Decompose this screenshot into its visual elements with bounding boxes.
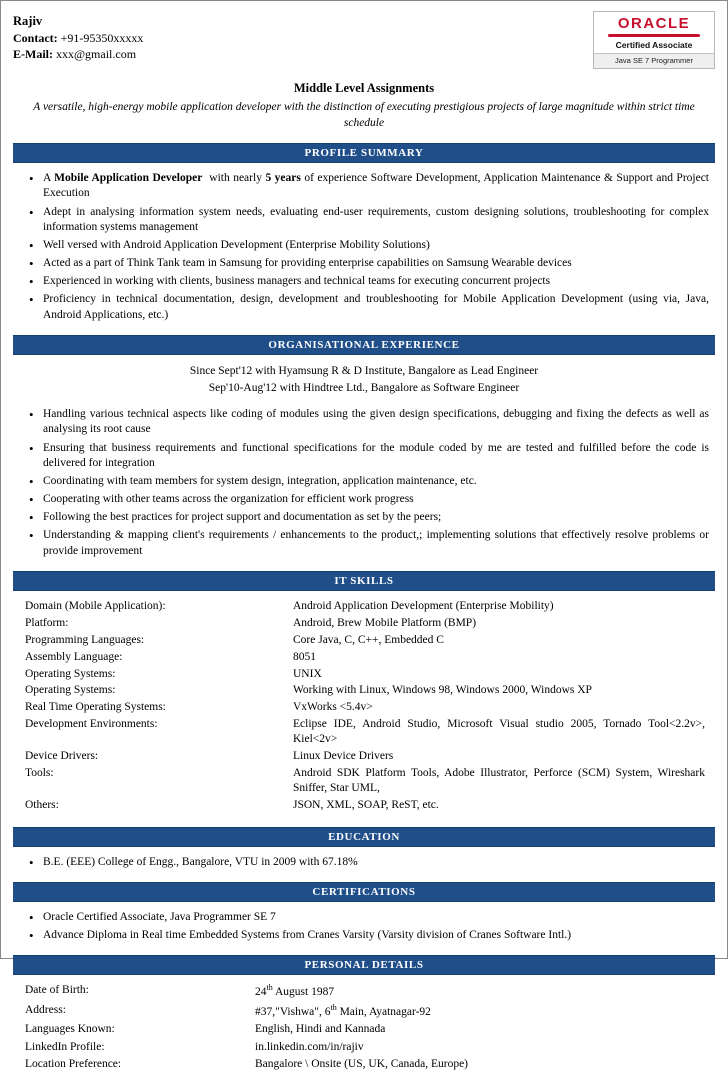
- skill-label: Real Time Operating Systems:: [25, 701, 166, 714]
- personal-value: 24th August 1987: [255, 983, 335, 999]
- personal-value: #37,"Vishwa", 6th Main, Ayatnagar-92: [255, 1002, 431, 1018]
- list-item: • Proficiency in technical documentation, design, development and troubleshooting for Mobile Application Development (using via, Java, Android Applications, etc.): [43, 292, 715, 322]
- table-row: [13, 700, 715, 717]
- table-row: [13, 1040, 715, 1058]
- contact-phone-value: +91-95350xxxxx: [60, 30, 144, 45]
- list-item: • Oracle Certified Associate, Java Programmer SE 7: [43, 910, 715, 925]
- skill-label: Operating Systems:: [25, 684, 116, 697]
- oracle-certification-text: Certified Associate: [594, 40, 714, 54]
- table-row: [13, 667, 715, 684]
- skill-label: Platform:: [25, 616, 69, 629]
- list-item: • B.E. (EEE) College of Engg., Bangalore, VTU in 2009 with 67.18%: [43, 855, 715, 870]
- personal-label: Date of Birth:: [25, 984, 89, 997]
- certifications-list: [13, 910, 715, 943]
- education-list: [13, 855, 715, 870]
- page-title: Middle Level Assignments: [293, 81, 435, 95]
- candidate-name: Rajiv: [13, 14, 43, 28]
- list-item: • Handling various technical aspects like coding of modules using the given design specifications, debugging and fixing the defects as well as analysing its root cause: [43, 407, 715, 437]
- skill-value: Eclipse IDE, Android Studio, Microsoft Visual studio 2005, Tornado Tool<2.2v>, Kiel<2v>: [293, 718, 705, 746]
- table-row: [13, 1003, 715, 1022]
- skill-label: Programming Languages:: [25, 633, 145, 646]
- list-item: • Experienced in working with clients, business managers and technical teams for executing concurrent projects: [43, 274, 715, 289]
- document-header: [13, 11, 715, 69]
- list-item: • Following the best practices for project support and documentation as set by the peers;: [43, 510, 715, 525]
- table-row: [13, 1022, 715, 1040]
- table-row: [13, 683, 715, 700]
- contact-email-label: E-Mail:: [13, 47, 53, 62]
- skill-label: Domain (Mobile Application):: [25, 599, 166, 612]
- experience-summary-lines: [13, 363, 715, 398]
- list-item: • Ensuring that business requirements and functional specifications for the module coded by me are tested and fulfilled before the code is delivered for integration: [43, 441, 715, 471]
- skill-value: Android SDK Platform Tools, Adobe Illustrator, Perforce (SCM) System, Wireshark Sniffer, Star UML,: [293, 767, 705, 795]
- it-skills-table: [13, 599, 715, 815]
- list-item: • Cooperating with other teams across the organization for efficient work progress: [43, 492, 715, 507]
- list-item: • Adept in analysing information system needs, evaluating end-user requirements, custom designing solutions, troubleshooting for complex information systems management: [43, 205, 715, 235]
- skill-label: Device Drivers:: [25, 750, 99, 763]
- section-heading-personal-details: PERSONAL DETAILS: [13, 955, 715, 975]
- experience-list: [13, 407, 715, 559]
- table-row: [13, 749, 715, 766]
- profile-summary-list: [13, 171, 715, 323]
- oracle-brand-text: ORACLE: [617, 15, 691, 32]
- personal-value: English, Hindi and Kannada: [255, 1023, 386, 1036]
- oracle-track-text: Java SE 7 Programmer: [594, 54, 714, 68]
- oracle-logo: [594, 12, 714, 40]
- skill-value: Android, Brew Mobile Platform (BMP): [293, 616, 477, 629]
- table-row: [13, 1057, 715, 1075]
- personal-label: Languages Known:: [25, 1023, 115, 1036]
- experience-line: Sep'10-Aug'12 with Hindtree Ltd., Bangalore as Software Engineer: [208, 381, 520, 394]
- list-item: • Well versed with Android Application Development (Enterprise Mobility Solutions): [43, 238, 715, 253]
- experience-line: Since Sept'12 with Hyamsung R & D Institute, Bangalore as Lead Engineer: [189, 364, 539, 377]
- skill-value: JSON, XML, SOAP, ReST, etc.: [293, 799, 439, 812]
- skill-label: Assembly Language:: [25, 650, 123, 663]
- contact-phone-line: [13, 30, 143, 46]
- skill-value: VxWorks <5.4v>: [293, 701, 373, 714]
- table-row: [13, 599, 715, 616]
- page-subtitle: A versatile, high-energy mobile application developer with the distinction of executing prestigious projects of large magnitude within strict time schedule: [33, 101, 695, 130]
- section-heading-organisational-experience: ORGANISATIONAL EXPERIENCE: [13, 335, 715, 355]
- skill-value: Android Application Development (Enterprise Mobility): [293, 599, 554, 612]
- oracle-certification-badge: [593, 11, 715, 69]
- contact-email-value: xxx@gmail.com: [56, 47, 137, 62]
- list-item: • Advance Diploma in Real time Embedded Systems from Cranes Varsity (Varsity division of Cranes Software Intl.): [43, 928, 715, 943]
- contact-phone-label: Contact:: [13, 30, 58, 45]
- table-row: [13, 717, 715, 749]
- list-item: • Coordinating with team members for system design, integration, application maintenance, etc.: [43, 474, 715, 489]
- skill-label: Operating Systems:: [25, 667, 116, 680]
- table-row: [13, 766, 715, 798]
- table-row: [13, 633, 715, 650]
- skill-label: Others:: [25, 799, 59, 812]
- section-heading-profile-summary: PROFILE SUMMARY: [13, 143, 715, 163]
- contact-email-line: [13, 46, 143, 62]
- section-heading-it-skills: IT SKILLS: [13, 571, 715, 591]
- list-item: • Understanding & mapping client's requirements / enhancements to the product,; implementing solutions that effectively resolve problems or provide improvement: [43, 528, 715, 558]
- personal-label: Location Preference:: [25, 1058, 122, 1071]
- personal-label: Address:: [25, 1003, 66, 1016]
- list-item: • Acted as a part of Think Tank team in Samsung for providing enterprise capabilities on Samsung Wearable devices: [43, 256, 715, 271]
- table-row: [13, 983, 715, 1002]
- section-heading-certifications: CERTIFICATIONS: [13, 882, 715, 902]
- personal-details-table: [13, 983, 715, 1074]
- contact-block: [13, 11, 143, 62]
- personal-label: LinkedIn Profile:: [25, 1040, 105, 1053]
- list-item: • A Mobile Application Developer with nearly 5 years of experience Software Development, Application Maintenance & Support and Project Execution: [43, 171, 715, 201]
- oracle-swoosh-icon: [608, 34, 700, 37]
- skill-value: UNIX: [293, 667, 322, 680]
- skill-value: 8051: [293, 650, 316, 663]
- table-row: [13, 616, 715, 633]
- table-row: [13, 650, 715, 667]
- personal-value: Bangalore \ Onsite (US, UK, Canada, Europe): [255, 1058, 469, 1071]
- section-heading-education: EDUCATION: [13, 827, 715, 847]
- skill-value: Linux Device Drivers: [293, 750, 394, 763]
- skill-value: Working with Linux, Windows 98, Windows 2000, Windows XP: [293, 684, 592, 697]
- skill-label: Tools:: [25, 767, 54, 780]
- skill-value: Core Java, C, C++, Embedded C: [293, 633, 444, 646]
- personal-value: in.linkedin.com/in/rajiv: [255, 1040, 364, 1053]
- table-row: [13, 798, 715, 815]
- skill-label: Development Environments:: [25, 718, 158, 731]
